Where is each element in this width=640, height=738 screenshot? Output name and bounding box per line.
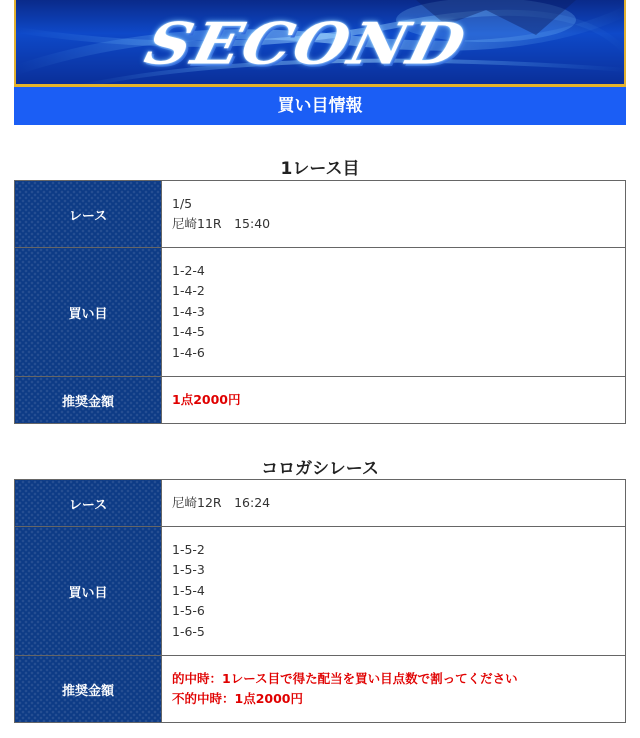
amount-cell	[162, 656, 626, 723]
amount-if-lose: 不的中時：1点2000円	[172, 691, 303, 706]
table-row-amount	[15, 377, 626, 424]
bet-item: 1-4-6	[172, 344, 205, 360]
bet-item: 1-6-5	[172, 623, 205, 639]
recommended-amount: 1点2000円	[172, 391, 241, 407]
bet-item: 1-5-3	[172, 562, 205, 578]
race-venue-time: 尼崎12R 16:24	[172, 494, 271, 510]
bet-item: 1-4-2	[172, 283, 205, 299]
page-title-bar: 買い目情報	[14, 87, 626, 125]
row-label-race: レース	[15, 480, 162, 527]
bet-item: 1-5-4	[172, 582, 205, 598]
race-date: 1/5	[172, 195, 193, 211]
row-label-amount: 推奨金額	[15, 656, 162, 723]
bets-cell	[162, 527, 626, 656]
row-label-amount: 推奨金額	[15, 377, 162, 424]
table-row-race	[15, 480, 626, 527]
bet-item: 1-5-2	[172, 541, 205, 557]
table-row-amount	[15, 656, 626, 723]
race-info-cell	[162, 181, 626, 248]
bet-item: 1-4-3	[172, 303, 205, 319]
bets-cell	[162, 248, 626, 377]
table-row-bets	[15, 527, 626, 656]
bet-item: 1-4-5	[172, 324, 205, 340]
race-info-cell	[162, 480, 626, 527]
bet-item: 1-2-4	[172, 262, 205, 278]
table-row-race	[15, 181, 626, 248]
rollover-race-info-table	[14, 479, 626, 723]
section-title-rollover-race: コロガシレース	[261, 459, 379, 479]
row-label-bets: 買い目	[15, 248, 162, 377]
amount-cell	[162, 377, 626, 424]
amount-if-win: 的中時：1レース目で得た配当を買い目点数で割ってください	[172, 670, 518, 686]
race-1-info-table	[14, 180, 626, 424]
row-label-race: レース	[15, 181, 162, 248]
bet-item: 1-5-6	[172, 603, 205, 619]
section-title-race-1: 1レース目	[280, 159, 360, 179]
race-venue-time: 尼崎11R 15:40	[172, 216, 271, 231]
row-label-bets: 買い目	[15, 527, 162, 656]
table-row-bets	[15, 248, 626, 377]
hero-banner	[14, 0, 626, 87]
banner-logo-text: SECOND	[138, 9, 474, 78]
